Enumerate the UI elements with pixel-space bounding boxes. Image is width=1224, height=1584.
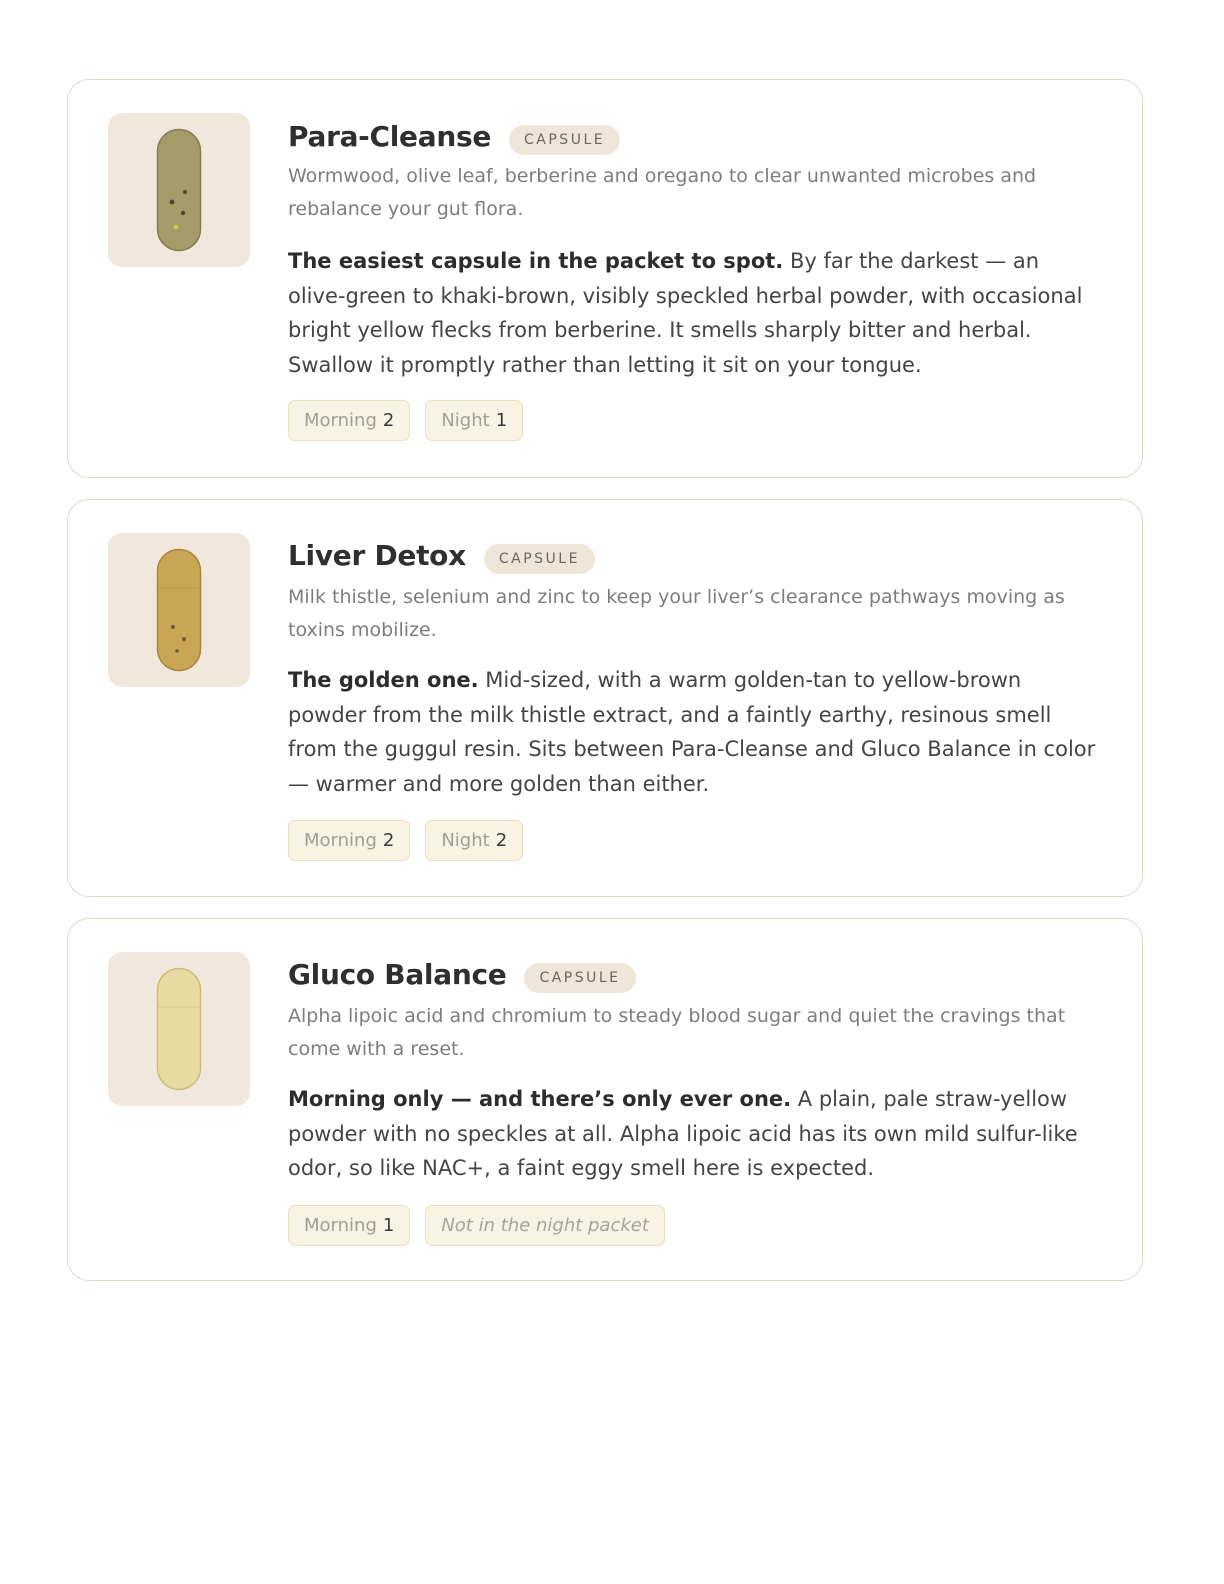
capsule-icon — [108, 113, 250, 267]
dose-count: 2 — [382, 830, 395, 851]
supplement-card-liver-detox — [67, 499, 1143, 897]
supplement-summary: Milk thistle, selenium and zinc to keep your liver’s clearance pathways moving as toxins mobilize. — [288, 586, 1065, 641]
dose-label: Night — [441, 410, 490, 431]
dose-label: Night — [441, 830, 490, 851]
dose-label: Morning — [304, 830, 377, 851]
dose-count: 1 — [495, 410, 508, 431]
capsule-body — [158, 130, 201, 251]
capsule-fleck — [174, 225, 179, 230]
supplement-summary: Alpha lipoic acid and chromium to steady blood sugar and quiet the cravings that come with a reset. — [288, 1005, 1066, 1060]
supplement-name: Liver Detox — [288, 538, 466, 572]
capsule-thumbnail — [108, 952, 250, 1106]
description-text: A plain, pale straw-yellow powder with no speckles at all. Alpha lipoic acid has its own mild sulfur-like odor, so like NAC+, a faint eggy smell here is expected. — [288, 1087, 1078, 1180]
dose-note: Not in the night packet — [441, 1215, 649, 1236]
title-row — [288, 535, 595, 575]
type-badge: CAPSULE — [484, 544, 595, 574]
capsule-body — [158, 969, 201, 1090]
capsule-speckle — [183, 190, 187, 194]
supplement-name: Para-Cleanse — [288, 119, 492, 153]
supplement-card-gluco-balance — [67, 918, 1143, 1281]
dose-chip-morning — [288, 1205, 410, 1246]
supplement-description — [288, 1082, 1102, 1186]
dose-chips — [288, 820, 523, 861]
title-row — [288, 954, 636, 994]
capsule-icon — [108, 952, 250, 1106]
capsule-speckle — [182, 637, 186, 641]
dose-count: 1 — [382, 1215, 395, 1236]
capsule-speckle — [181, 211, 185, 215]
capsule-thumbnail — [108, 113, 250, 267]
supplement-name: Gluco Balance — [288, 957, 507, 991]
supplement-description — [288, 244, 1102, 382]
capsule-icon — [108, 533, 250, 687]
type-badge: CAPSULE — [509, 125, 620, 155]
dose-label: Morning — [304, 1215, 377, 1236]
type-badge: CAPSULE — [524, 963, 635, 993]
description-text: Mid-sized, with a warm golden-tan to yellow-brown powder from the milk thistle extract, and a faintly earthy, resinous smell from the guggul resin. Sits between Para-Cleanse and Gluco Balance in color — warmer and more golden than either. — [288, 668, 1096, 796]
dose-chip-night-note — [425, 1205, 665, 1246]
capsule-speckle — [170, 200, 175, 205]
dose-chip-morning — [288, 400, 410, 441]
description-lead: The easiest capsule in the packet to spot. — [288, 249, 784, 273]
dose-label: Morning — [304, 410, 377, 431]
capsule-speckle — [175, 649, 179, 653]
description-lead: Morning only — and there’s only ever one. — [288, 1087, 792, 1111]
dose-chip-morning — [288, 820, 410, 861]
dose-count: 2 — [382, 410, 395, 431]
title-row — [288, 116, 620, 156]
capsule-body — [158, 550, 201, 671]
dose-count: 2 — [495, 830, 508, 851]
dose-chips — [288, 1205, 665, 1246]
dose-chip-night — [425, 400, 523, 441]
dose-chips — [288, 400, 523, 441]
supplement-description — [288, 663, 1102, 801]
description-text: By far the darkest — an olive-green to khaki-brown, visibly speckled herbal powder, with occasional bright yellow flecks from berberine. It smells sharply bitter and herbal. Swallow it promptly rather than letting it sit on your tongue. — [288, 249, 1083, 377]
capsule-thumbnail — [108, 533, 250, 687]
supplement-summary: Wormwood, olive leaf, berberine and oregano to clear unwanted microbes and rebalance your gut flora. — [288, 165, 1037, 220]
description-lead: The golden one. — [288, 668, 479, 692]
dose-chip-night — [425, 820, 523, 861]
supplement-card-para-cleanse — [67, 79, 1143, 478]
capsule-speckle — [171, 625, 175, 629]
